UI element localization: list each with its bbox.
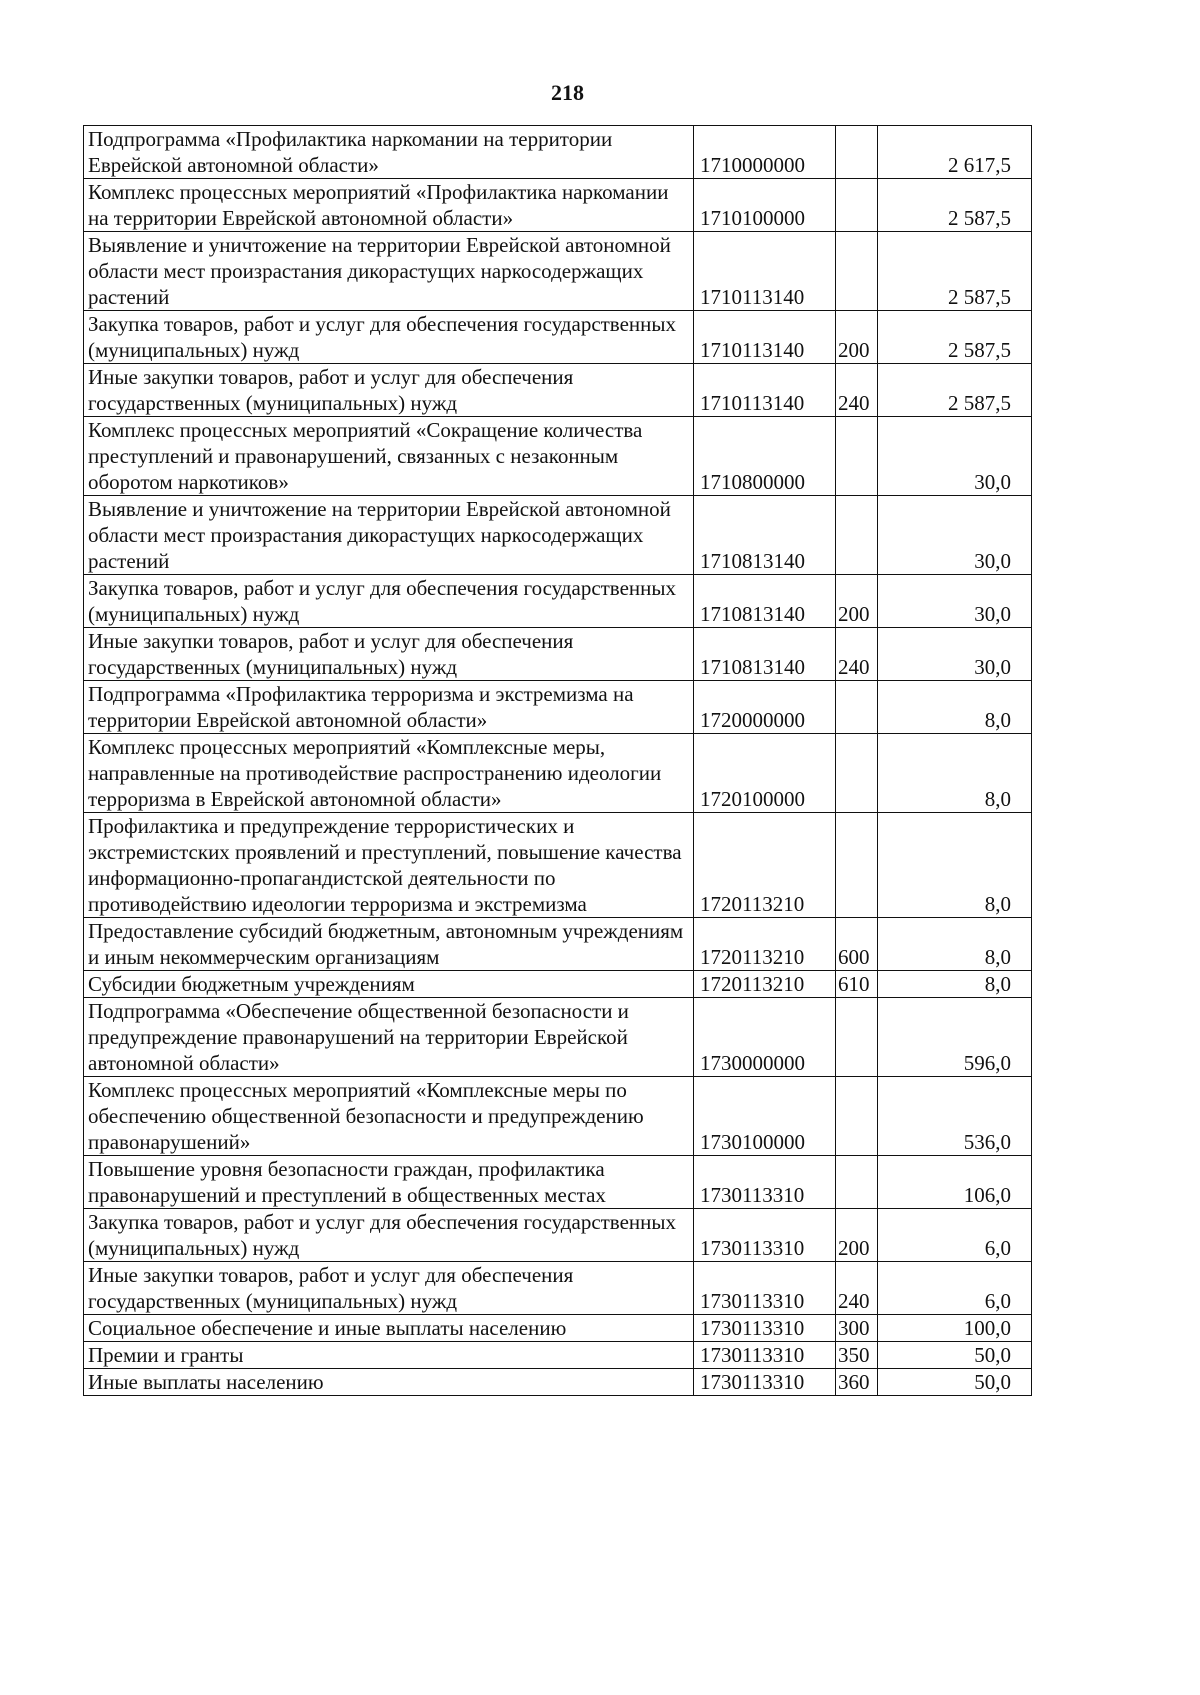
row-code-cell: 1720000000: [694, 681, 836, 734]
row-expense-type-cell: 240: [836, 1262, 878, 1315]
row-code-cell: 1720100000: [694, 734, 836, 813]
table-row: [84, 126, 1032, 179]
row-expense-type-cell: 200: [836, 575, 878, 628]
row-name-cell: Профилактика и предупреждение террористических и экстремистских проявлений и преступлений, повышение качества информационно-пропагандистской деятельности по противодействию идеологии терроризма и экстремизма: [84, 813, 694, 918]
row-code-cell: 1730113310: [694, 1156, 836, 1209]
row-name-cell: Подпрограмма «Профилактика наркомании на территории Еврейской автономной области»: [84, 126, 694, 179]
row-code-cell: 1710800000: [694, 417, 836, 496]
row-name-cell: Иные выплаты населению: [84, 1369, 694, 1396]
row-sum-cell: 8,0: [878, 971, 1032, 998]
row-expense-type-cell: 240: [836, 364, 878, 417]
budget-table-body: [84, 126, 1032, 1396]
row-code-cell: 1710113140: [694, 311, 836, 364]
row-name-cell: Комплекс процессных мероприятий «Комплексные меры по обеспечению общественной безопасности и предупреждению правонарушений»: [84, 1077, 694, 1156]
row-sum-cell: 50,0: [878, 1342, 1032, 1369]
table-row: [84, 417, 1032, 496]
row-sum-cell: 536,0: [878, 1077, 1032, 1156]
budget-table: [83, 125, 1032, 1396]
row-expense-type-cell: [836, 417, 878, 496]
row-code-cell: 1710113140: [694, 232, 836, 311]
row-sum-cell: 30,0: [878, 417, 1032, 496]
table-row: [84, 971, 1032, 998]
table-row: [84, 1077, 1032, 1156]
row-code-cell: 1720113210: [694, 918, 836, 971]
table-row: [84, 734, 1032, 813]
row-name-cell: Комплекс процессных мероприятий «Комплексные меры, направленные на противодействие распространению идеологии терроризма в Еврейской автономной области»: [84, 734, 694, 813]
page-number: 218: [551, 80, 584, 105]
row-code-cell: 1730113310: [694, 1262, 836, 1315]
table-row: [84, 998, 1032, 1077]
row-sum-cell: 596,0: [878, 998, 1032, 1077]
table-row: [84, 311, 1032, 364]
row-code-cell: 1710813140: [694, 496, 836, 575]
table-row: [84, 918, 1032, 971]
row-name-cell: Субсидии бюджетным учреждениям: [84, 971, 694, 998]
table-row: [84, 232, 1032, 311]
row-expense-type-cell: [836, 1156, 878, 1209]
row-sum-cell: 100,0: [878, 1315, 1032, 1342]
row-name-cell: Иные закупки товаров, работ и услуг для обеспечения государственных (муниципальных) нужд: [84, 364, 694, 417]
row-code-cell: 1710000000: [694, 126, 836, 179]
row-code-cell: 1710813140: [694, 575, 836, 628]
row-sum-cell: 8,0: [878, 813, 1032, 918]
table-row: [84, 813, 1032, 918]
row-sum-cell: 6,0: [878, 1262, 1032, 1315]
row-expense-type-cell: 200: [836, 311, 878, 364]
row-sum-cell: 30,0: [878, 628, 1032, 681]
row-expense-type-cell: [836, 1077, 878, 1156]
table-row: [84, 681, 1032, 734]
table-row: [84, 1262, 1032, 1315]
row-expense-type-cell: 200: [836, 1209, 878, 1262]
table-row: [84, 575, 1032, 628]
row-expense-type-cell: 360: [836, 1369, 878, 1396]
row-code-cell: 1730113310: [694, 1209, 836, 1262]
row-sum-cell: 30,0: [878, 575, 1032, 628]
row-code-cell: 1730113310: [694, 1315, 836, 1342]
row-sum-cell: 2 617,5: [878, 126, 1032, 179]
table-row: [84, 1342, 1032, 1369]
row-sum-cell: 8,0: [878, 734, 1032, 813]
budget-table-container: [83, 125, 1032, 1396]
row-code-cell: 1720113210: [694, 971, 836, 998]
row-sum-cell: 50,0: [878, 1369, 1032, 1396]
row-name-cell: Выявление и уничтожение на территории Еврейской автономной области мест произрастания дикорастущих наркосодержащих растений: [84, 496, 694, 575]
row-code-cell: 1710813140: [694, 628, 836, 681]
row-expense-type-cell: [836, 126, 878, 179]
row-expense-type-cell: 610: [836, 971, 878, 998]
row-name-cell: Закупка товаров, работ и услуг для обеспечения государственных (муниципальных) нужд: [84, 311, 694, 364]
row-sum-cell: 2 587,5: [878, 364, 1032, 417]
row-expense-type-cell: [836, 813, 878, 918]
row-name-cell: Подпрограмма «Профилактика терроризма и экстремизма на территории Еврейской автономной области»: [84, 681, 694, 734]
row-name-cell: Подпрограмма «Обеспечение общественной безопасности и предупреждение правонарушений на территории Еврейской автономной области»: [84, 998, 694, 1077]
row-name-cell: Иные закупки товаров, работ и услуг для обеспечения государственных (муниципальных) нужд: [84, 628, 694, 681]
row-code-cell: 1720113210: [694, 813, 836, 918]
table-row: [84, 496, 1032, 575]
row-expense-type-cell: [836, 496, 878, 575]
row-expense-type-cell: [836, 734, 878, 813]
row-expense-type-cell: [836, 998, 878, 1077]
table-row: [84, 1315, 1032, 1342]
row-code-cell: 1710113140: [694, 364, 836, 417]
row-code-cell: 1730113310: [694, 1369, 836, 1396]
row-name-cell: Комплекс процессных мероприятий «Сокращение количества преступлений и правонарушений, связанных с незаконным оборотом наркотиков»: [84, 417, 694, 496]
row-expense-type-cell: 350: [836, 1342, 878, 1369]
row-expense-type-cell: [836, 179, 878, 232]
table-row: [84, 179, 1032, 232]
row-code-cell: 1730100000: [694, 1077, 836, 1156]
row-expense-type-cell: [836, 681, 878, 734]
table-row: [84, 1209, 1032, 1262]
row-code-cell: 1730113310: [694, 1342, 836, 1369]
row-name-cell: Закупка товаров, работ и услуг для обеспечения государственных (муниципальных) нужд: [84, 575, 694, 628]
row-sum-cell: 8,0: [878, 681, 1032, 734]
row-name-cell: Иные закупки товаров, работ и услуг для обеспечения государственных (муниципальных) нужд: [84, 1262, 694, 1315]
row-name-cell: Повышение уровня безопасности граждан, профилактика правонарушений и преступлений в общественных местах: [84, 1156, 694, 1209]
row-sum-cell: 106,0: [878, 1156, 1032, 1209]
row-expense-type-cell: 300: [836, 1315, 878, 1342]
row-name-cell: Премии и гранты: [84, 1342, 694, 1369]
row-name-cell: Комплекс процессных мероприятий «Профилактика наркомании на территории Еврейской автономной области»: [84, 179, 694, 232]
table-row: [84, 628, 1032, 681]
table-row: [84, 364, 1032, 417]
row-expense-type-cell: 240: [836, 628, 878, 681]
row-sum-cell: 30,0: [878, 496, 1032, 575]
row-code-cell: 1730000000: [694, 998, 836, 1077]
row-name-cell: Выявление и уничтожение на территории Еврейской автономной области мест произрастания дикорастущих наркосодержащих растений: [84, 232, 694, 311]
row-name-cell: Предоставление субсидий бюджетным, автономным учреждениям и иным некоммерческим организациям: [84, 918, 694, 971]
row-sum-cell: 2 587,5: [878, 179, 1032, 232]
row-code-cell: 1710100000: [694, 179, 836, 232]
row-sum-cell: 8,0: [878, 918, 1032, 971]
table-row: [84, 1156, 1032, 1209]
row-name-cell: Социальное обеспечение и иные выплаты населению: [84, 1315, 694, 1342]
row-sum-cell: 2 587,5: [878, 232, 1032, 311]
row-name-cell: Закупка товаров, работ и услуг для обеспечения государственных (муниципальных) нужд: [84, 1209, 694, 1262]
row-sum-cell: 2 587,5: [878, 311, 1032, 364]
table-row: [84, 1369, 1032, 1396]
row-expense-type-cell: 600: [836, 918, 878, 971]
row-sum-cell: 6,0: [878, 1209, 1032, 1262]
row-expense-type-cell: [836, 232, 878, 311]
